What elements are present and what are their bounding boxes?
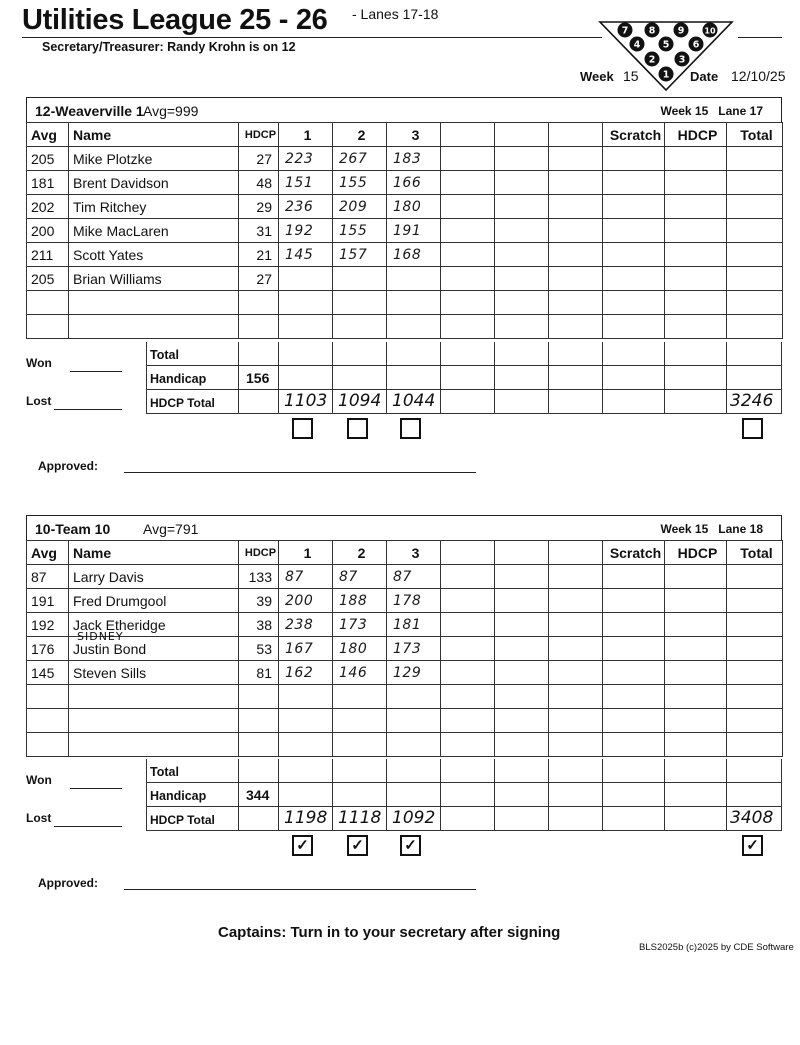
team2-player-row <box>27 565 783 589</box>
team1-week-lane <box>660 104 763 118</box>
team1-player-g2 <box>333 267 387 291</box>
team2-player-g2: 180 <box>333 637 387 661</box>
team1-approved-label: Approved: <box>38 459 98 473</box>
team2-header <box>26 515 782 540</box>
col-game2: 2 <box>333 541 387 565</box>
team2-summary-row <box>146 759 782 783</box>
team1-week: Week 15 <box>660 104 709 118</box>
team2-player-g2: 146 <box>333 661 387 685</box>
team1-handicap-label: Handicap <box>150 372 207 386</box>
team2-lost-line[interactable] <box>54 826 122 827</box>
team1-player-g3: 180 <box>387 195 441 219</box>
team2-column-headers <box>27 541 783 565</box>
pin-3-icon: 3 <box>678 54 686 66</box>
team2-approve-checkbox-2[interactable]: ✓ <box>347 835 368 856</box>
team1-player-name: Mike Plotzke <box>69 147 239 171</box>
team1-player-hdcp: 27 <box>239 267 279 291</box>
team1-approve-checkbox-2[interactable] <box>347 418 368 439</box>
col-game1: 1 <box>279 541 333 565</box>
team1-approve-checkbox-3[interactable] <box>400 418 421 439</box>
pin-9-icon: 9 <box>677 25 685 37</box>
pin-7-icon: 7 <box>621 25 629 37</box>
team2-approve-checkbox-3[interactable]: ✓ <box>400 835 421 856</box>
team1-approve-checkbox-4[interactable] <box>742 418 763 439</box>
team1-total-label: Total <box>150 348 179 362</box>
pin-6-icon: 6 <box>692 39 700 51</box>
team2-approved-label: Approved: <box>38 876 98 890</box>
team1-handicap-value: 156 <box>246 370 270 386</box>
team2-player-row <box>27 589 783 613</box>
secretary-note: Secretary/Treasurer: Randy Krohn is on 12 <box>42 40 296 54</box>
col-game3: 3 <box>387 541 441 565</box>
team1-player-hdcp: 48 <box>239 171 279 195</box>
team1-scoresheet <box>26 97 782 339</box>
team2-game3-hdcp-total: 1092 <box>392 808 436 828</box>
team1-player-avg: 205 <box>27 147 69 171</box>
team1-player-g2: 155 <box>333 171 387 195</box>
team1-name: 12-Weaverville 1 <box>35 103 144 119</box>
team2-player-avg: 87 <box>27 565 69 589</box>
team1-player-name: Brian Williams <box>69 267 239 291</box>
team2-player-avg: 176 <box>27 637 69 661</box>
pin-4-icon: 4 <box>633 39 641 51</box>
col-game3: 3 <box>387 123 441 147</box>
col-scratch: Scratch <box>603 541 665 565</box>
team2-approved-signature-line[interactable] <box>124 889 476 890</box>
team2-player-g1: 162 <box>279 661 333 685</box>
team1-summary-row <box>146 366 782 390</box>
team1-lost-line[interactable] <box>54 409 122 410</box>
team2-player-g2: 87 <box>333 565 387 589</box>
team2-player-name: Larry Davis <box>69 565 239 589</box>
team2-summary-row <box>146 807 782 831</box>
team2-lost-label: Lost <box>26 811 52 825</box>
team2-player-hdcp: 133 <box>239 565 279 589</box>
date-value: 12/10/25 <box>731 68 786 84</box>
week-value: 15 <box>623 68 639 84</box>
lanes-label: - Lanes 17-18 <box>352 6 439 22</box>
week-label: Week <box>580 69 614 84</box>
team1-game3-hdcp-total: 1044 <box>392 391 436 411</box>
team1-player-g2: 267 <box>333 147 387 171</box>
col-scratch: Scratch <box>603 123 665 147</box>
team2-player-row <box>27 637 783 661</box>
team2-player-name: Steven Sills <box>69 661 239 685</box>
team2-game2-hdcp-total: 1118 <box>338 808 382 828</box>
team2-hdcp-total-label: HDCP Total <box>150 813 215 827</box>
team1-summary-row <box>146 390 782 414</box>
team2-week: Week 15 <box>660 522 709 536</box>
col-avg: Avg <box>27 123 69 147</box>
team1-player-g3: 168 <box>387 243 441 267</box>
team2-player-name: Jack Etheridge <box>69 613 239 637</box>
team1-player-g1: 236 <box>279 195 333 219</box>
team2-player-row <box>27 733 783 757</box>
col-avg: Avg <box>27 541 69 565</box>
col-game2: 2 <box>333 123 387 147</box>
col-hdcp-total: HDCP <box>665 123 727 147</box>
team2-player-row <box>27 661 783 685</box>
team1-hdcp-total-label: HDCP Total <box>150 396 215 410</box>
team2-player-g3: 87 <box>387 565 441 589</box>
team1-player-g1: 145 <box>279 243 333 267</box>
team1-avg: Avg=999 <box>143 103 199 119</box>
team2-summary-row <box>146 783 782 807</box>
team1-player-row <box>27 195 783 219</box>
team1-game2-hdcp-total: 1094 <box>338 391 382 411</box>
team2-total-label: Total <box>150 765 179 779</box>
team1-player-name: Tim Ritchey <box>69 195 239 219</box>
col-name: Name <box>69 541 239 565</box>
team2-player-g3: 181 <box>387 613 441 637</box>
team2-won-line[interactable] <box>70 788 122 789</box>
team2-lane: Lane 18 <box>718 522 763 536</box>
team2-won-label: Won <box>26 773 52 787</box>
team2-player-g3: 178 <box>387 589 441 613</box>
team2-name: 10-Team 10 <box>35 521 111 537</box>
team1-player-g1: 151 <box>279 171 333 195</box>
team2-player-name <box>69 630 239 661</box>
team1-player-g3 <box>387 267 441 291</box>
captains-instruction: Captains: Turn in to your secretary after signing <box>218 924 561 941</box>
team1-player-g2: 157 <box>333 243 387 267</box>
team2-player-avg: 191 <box>27 589 69 613</box>
col-hdcp: HDCP <box>239 541 279 565</box>
team2-player-g2: 173 <box>333 613 387 637</box>
team2-player-avg: 192 <box>27 613 69 637</box>
team1-player-name: Brent Davidson <box>69 171 239 195</box>
team2-scoresheet <box>26 515 782 757</box>
date-label: Date <box>690 69 719 84</box>
team2-player-g3: 129 <box>387 661 441 685</box>
header-rule-right <box>738 37 782 38</box>
team1-summary-row <box>146 342 782 366</box>
pin-5-icon: 5 <box>662 39 670 51</box>
team1-player-row <box>27 291 783 315</box>
team1-won-label: Won <box>26 356 52 370</box>
team1-player-row <box>27 171 783 195</box>
team2-player-name-text: Justin Bond <box>73 640 147 657</box>
team2-player-g2: 188 <box>333 589 387 613</box>
team1-column-headers <box>27 123 783 147</box>
team1-player-hdcp: 21 <box>239 243 279 267</box>
team1-player-hdcp: 31 <box>239 219 279 243</box>
team1-game1-hdcp-total: 1103 <box>284 391 328 411</box>
team1-player-g3: 183 <box>387 147 441 171</box>
team2-approve-checkbox-1[interactable]: ✓ <box>292 835 313 856</box>
team1-player-g2: 155 <box>333 219 387 243</box>
team1-player-g1: 223 <box>279 147 333 171</box>
team2-week-lane <box>660 522 763 536</box>
team2-player-row <box>27 709 783 733</box>
team2-player-avg: 145 <box>27 661 69 685</box>
team1-player-row <box>27 267 783 291</box>
team2-handicap-value: 344 <box>246 787 270 803</box>
team1-player-row <box>27 147 783 171</box>
pin-10-icon: 10 <box>704 26 716 36</box>
team2-player-g1: 167 <box>279 637 333 661</box>
col-hdcp-total: HDCP <box>665 541 727 565</box>
team2-avg: Avg=791 <box>143 521 199 537</box>
team1-player-g3: 191 <box>387 219 441 243</box>
team1-player-g3: 166 <box>387 171 441 195</box>
team1-player-avg: 202 <box>27 195 69 219</box>
team1-lost-label: Lost <box>26 394 52 408</box>
col-game1: 1 <box>279 123 333 147</box>
team2-player-g1: 87 <box>279 565 333 589</box>
team2-player-hdcp: 38 <box>239 613 279 637</box>
team2-table <box>26 540 783 757</box>
team1-player-name: Mike MacLaren <box>69 219 239 243</box>
team1-player-row <box>27 315 783 339</box>
team1-table <box>26 122 783 339</box>
team1-header <box>26 97 782 122</box>
pin-8-icon: 8 <box>648 25 656 37</box>
team1-player-row <box>27 219 783 243</box>
team1-approved-signature-line[interactable] <box>124 472 476 473</box>
team2-grand-total: 3408 <box>730 808 774 828</box>
team1-player-g1 <box>279 267 333 291</box>
team2-player-name-note: SIDNEY <box>77 630 124 643</box>
team1-grand-total: 3246 <box>730 391 774 411</box>
team1-player-avg: 181 <box>27 171 69 195</box>
team2-player-hdcp: 39 <box>239 589 279 613</box>
team2-player-g3: 173 <box>387 637 441 661</box>
team1-player-name: Scott Yates <box>69 243 239 267</box>
team1-player-hdcp: 29 <box>239 195 279 219</box>
team1-lane: Lane 17 <box>718 104 763 118</box>
col-name: Name <box>69 123 239 147</box>
team2-approve-checkbox-4[interactable]: ✓ <box>742 835 763 856</box>
pin-1-icon: 1 <box>662 69 670 81</box>
team1-player-avg: 205 <box>27 267 69 291</box>
col-hdcp: HDCP <box>239 123 279 147</box>
team1-player-g2: 209 <box>333 195 387 219</box>
team2-player-g1: 238 <box>279 613 333 637</box>
team1-player-avg: 200 <box>27 219 69 243</box>
team2-player-hdcp: 53 <box>239 637 279 661</box>
team1-player-hdcp: 27 <box>239 147 279 171</box>
col-total: Total <box>727 541 783 565</box>
team1-player-row <box>27 243 783 267</box>
team2-player-hdcp: 81 <box>239 661 279 685</box>
header-rule <box>22 37 602 38</box>
team1-won-line[interactable] <box>70 371 122 372</box>
col-total: Total <box>727 123 783 147</box>
team2-player-g1: 200 <box>279 589 333 613</box>
team1-player-g1: 192 <box>279 219 333 243</box>
league-title: Utilities League 25 - 26 <box>22 4 328 36</box>
team2-player-row <box>27 685 783 709</box>
team1-approve-checkbox-1[interactable] <box>292 418 313 439</box>
team2-player-row <box>27 613 783 637</box>
team2-player-name: Fred Drumgool <box>69 589 239 613</box>
pin-2-icon: 2 <box>648 54 656 66</box>
team2-game1-hdcp-total: 1198 <box>284 808 328 828</box>
team2-handicap-label: Handicap <box>150 789 207 803</box>
team1-player-avg: 211 <box>27 243 69 267</box>
software-credit: BLS2025b (c)2025 by CDE Software <box>639 942 794 953</box>
